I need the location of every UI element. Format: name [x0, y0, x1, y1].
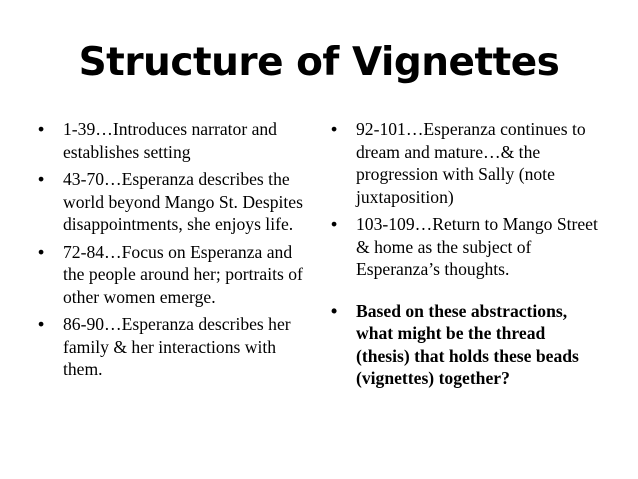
list-item: [38, 313, 318, 381]
list-item-text: Based on these abstractions, what might be the thread (thesis) that holds these beads (vignettes) together?: [356, 300, 579, 388]
left-bullet-list: [38, 118, 318, 386]
list-item: [38, 241, 318, 309]
bullet-icon: •: [38, 169, 45, 189]
bullet-icon: •: [331, 214, 338, 234]
right-bullet-list: [331, 118, 603, 395]
list-item: [38, 168, 318, 236]
discussion-question: [331, 300, 603, 390]
bullet-icon: •: [38, 119, 45, 139]
list-item-text: 86-90…Esperanza describes her family & her interactions with them.: [63, 314, 291, 379]
bullet-icon: •: [331, 119, 338, 139]
list-item: [38, 118, 318, 163]
list-item-text: 72-84…Focus on Esperanza and the people around her; portraits of other women emerge.: [63, 241, 303, 307]
list-item-text: 1-39…Introduces narrator and establishes setting: [63, 119, 277, 162]
bullet-icon: •: [38, 241, 45, 262]
slide-title: Structure of Vignettes: [78, 40, 560, 85]
bullet-icon: •: [38, 314, 45, 334]
bullet-icon: •: [331, 300, 338, 321]
list-item: [331, 118, 603, 208]
list-item: [331, 213, 603, 281]
list-item-text: 43-70…Esperanza describes the world beyond Mango St. Despites disappointments, she enjoys life.: [63, 169, 303, 234]
list-item-text: 92-101…Esperanza continues to dream and mature…& the progression with Sally (note juxtaposition): [356, 119, 586, 207]
list-item-text: 103-109…Return to Mango Street & home as the subject of Esperanza’s thoughts.: [356, 214, 598, 279]
